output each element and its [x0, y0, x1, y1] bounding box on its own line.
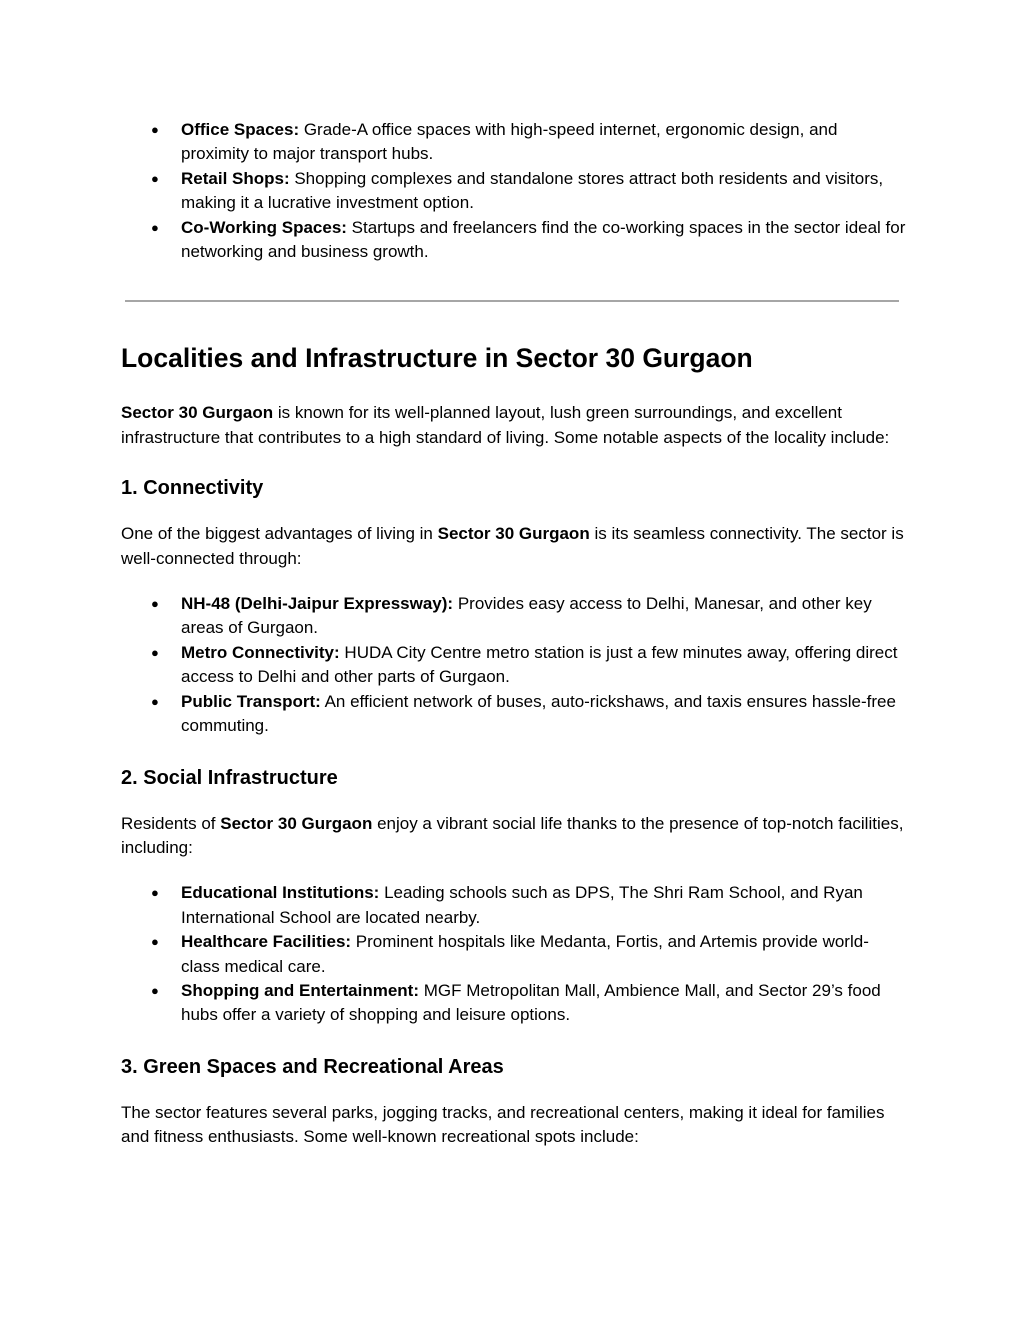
bullet-icon: ●	[151, 934, 159, 950]
list-item: ● Shopping and Entertainment: MGF Metropolitan Mall, Ambience Mall, and Sector 29’s food hubs offer a variety of shopping and leisure options.	[151, 980, 881, 1025]
green-spaces-heading: 3. Green Spaces and Recreational Areas	[121, 1055, 504, 1078]
bullet-icon: ●	[151, 885, 159, 901]
horizontal-divider	[125, 300, 899, 302]
bullet-icon: ●	[151, 596, 159, 612]
list-item: ● Metro Connectivity: HUDA City Centre metro station is just a few minutes away, offering direct access to Delhi and other parts of Gurgaon.	[151, 642, 898, 687]
connectivity-list	[121, 592, 906, 738]
green-spaces-paragraph: The sector features several parks, jogging tracks, and recreational centers, making it ideal for families and fitness enthusiasts. Some well-known recreational spots include:	[121, 1102, 885, 1147]
section-heading: Localities and Infrastructure in Sector 30 Gurgaon	[121, 343, 753, 374]
document-page	[121, 118, 906, 1150]
list-item: ● Retail Shops: Shopping complexes and standalone stores attract both residents and visitors, making it a lucrative investment option.	[151, 168, 884, 213]
commercial-list	[121, 118, 906, 264]
bullet-icon: ●	[151, 219, 159, 235]
social-paragraph: Residents of Sector 30 Gurgaon enjoy a vibrant social life thanks to the presence of top-notch facilities, including:	[121, 813, 904, 857]
bullet-icon: ●	[151, 982, 159, 998]
list-item: ● Office Spaces: Grade-A office spaces with high-speed internet, ergonomic design, and proximity to major transport hubs.	[151, 120, 838, 164]
connectivity-heading: 1. Connectivity	[121, 477, 264, 500]
list-item: ● NH-48 (Delhi-Jaipur Expressway): Provides easy access to Delhi, Manesar, and other key areas of Gurgaon.	[151, 594, 872, 638]
list-item: ● Co-Working Spaces: Startups and freelancers find the co-working spaces in the sector ideal for networking and business growth.	[151, 217, 906, 262]
connectivity-paragraph: One of the biggest advantages of living in Sector 30 Gurgaon is its seamless connectivity. The sector is well-connected through:	[121, 524, 904, 568]
bullet-icon: ●	[151, 644, 159, 660]
list-item: ● Educational Institutions: Leading schools such as DPS, The Shri Ram School, and Ryan International School are located nearby.	[151, 883, 863, 927]
list-item: ● Healthcare Facilities: Prominent hospitals like Medanta, Fortis, and Artemis provide world-class medical care.	[151, 932, 869, 976]
list-item: ● Public Transport: An efficient network of buses, auto-rickshaws, and taxis ensures hassle-free commuting.	[151, 691, 896, 736]
bullet-icon: ●	[151, 693, 159, 709]
social-list	[121, 881, 906, 1027]
bullet-icon: ●	[151, 122, 159, 137]
intro-paragraph: Sector 30 Gurgaon is known for its well-planned layout, lush green surroundings, and excellent infrastructure that contributes to a high standard of living. Some notable aspects of the locality include:	[121, 403, 890, 447]
social-heading: 2. Social Infrastructure	[121, 766, 338, 789]
bullet-icon: ●	[151, 170, 159, 186]
